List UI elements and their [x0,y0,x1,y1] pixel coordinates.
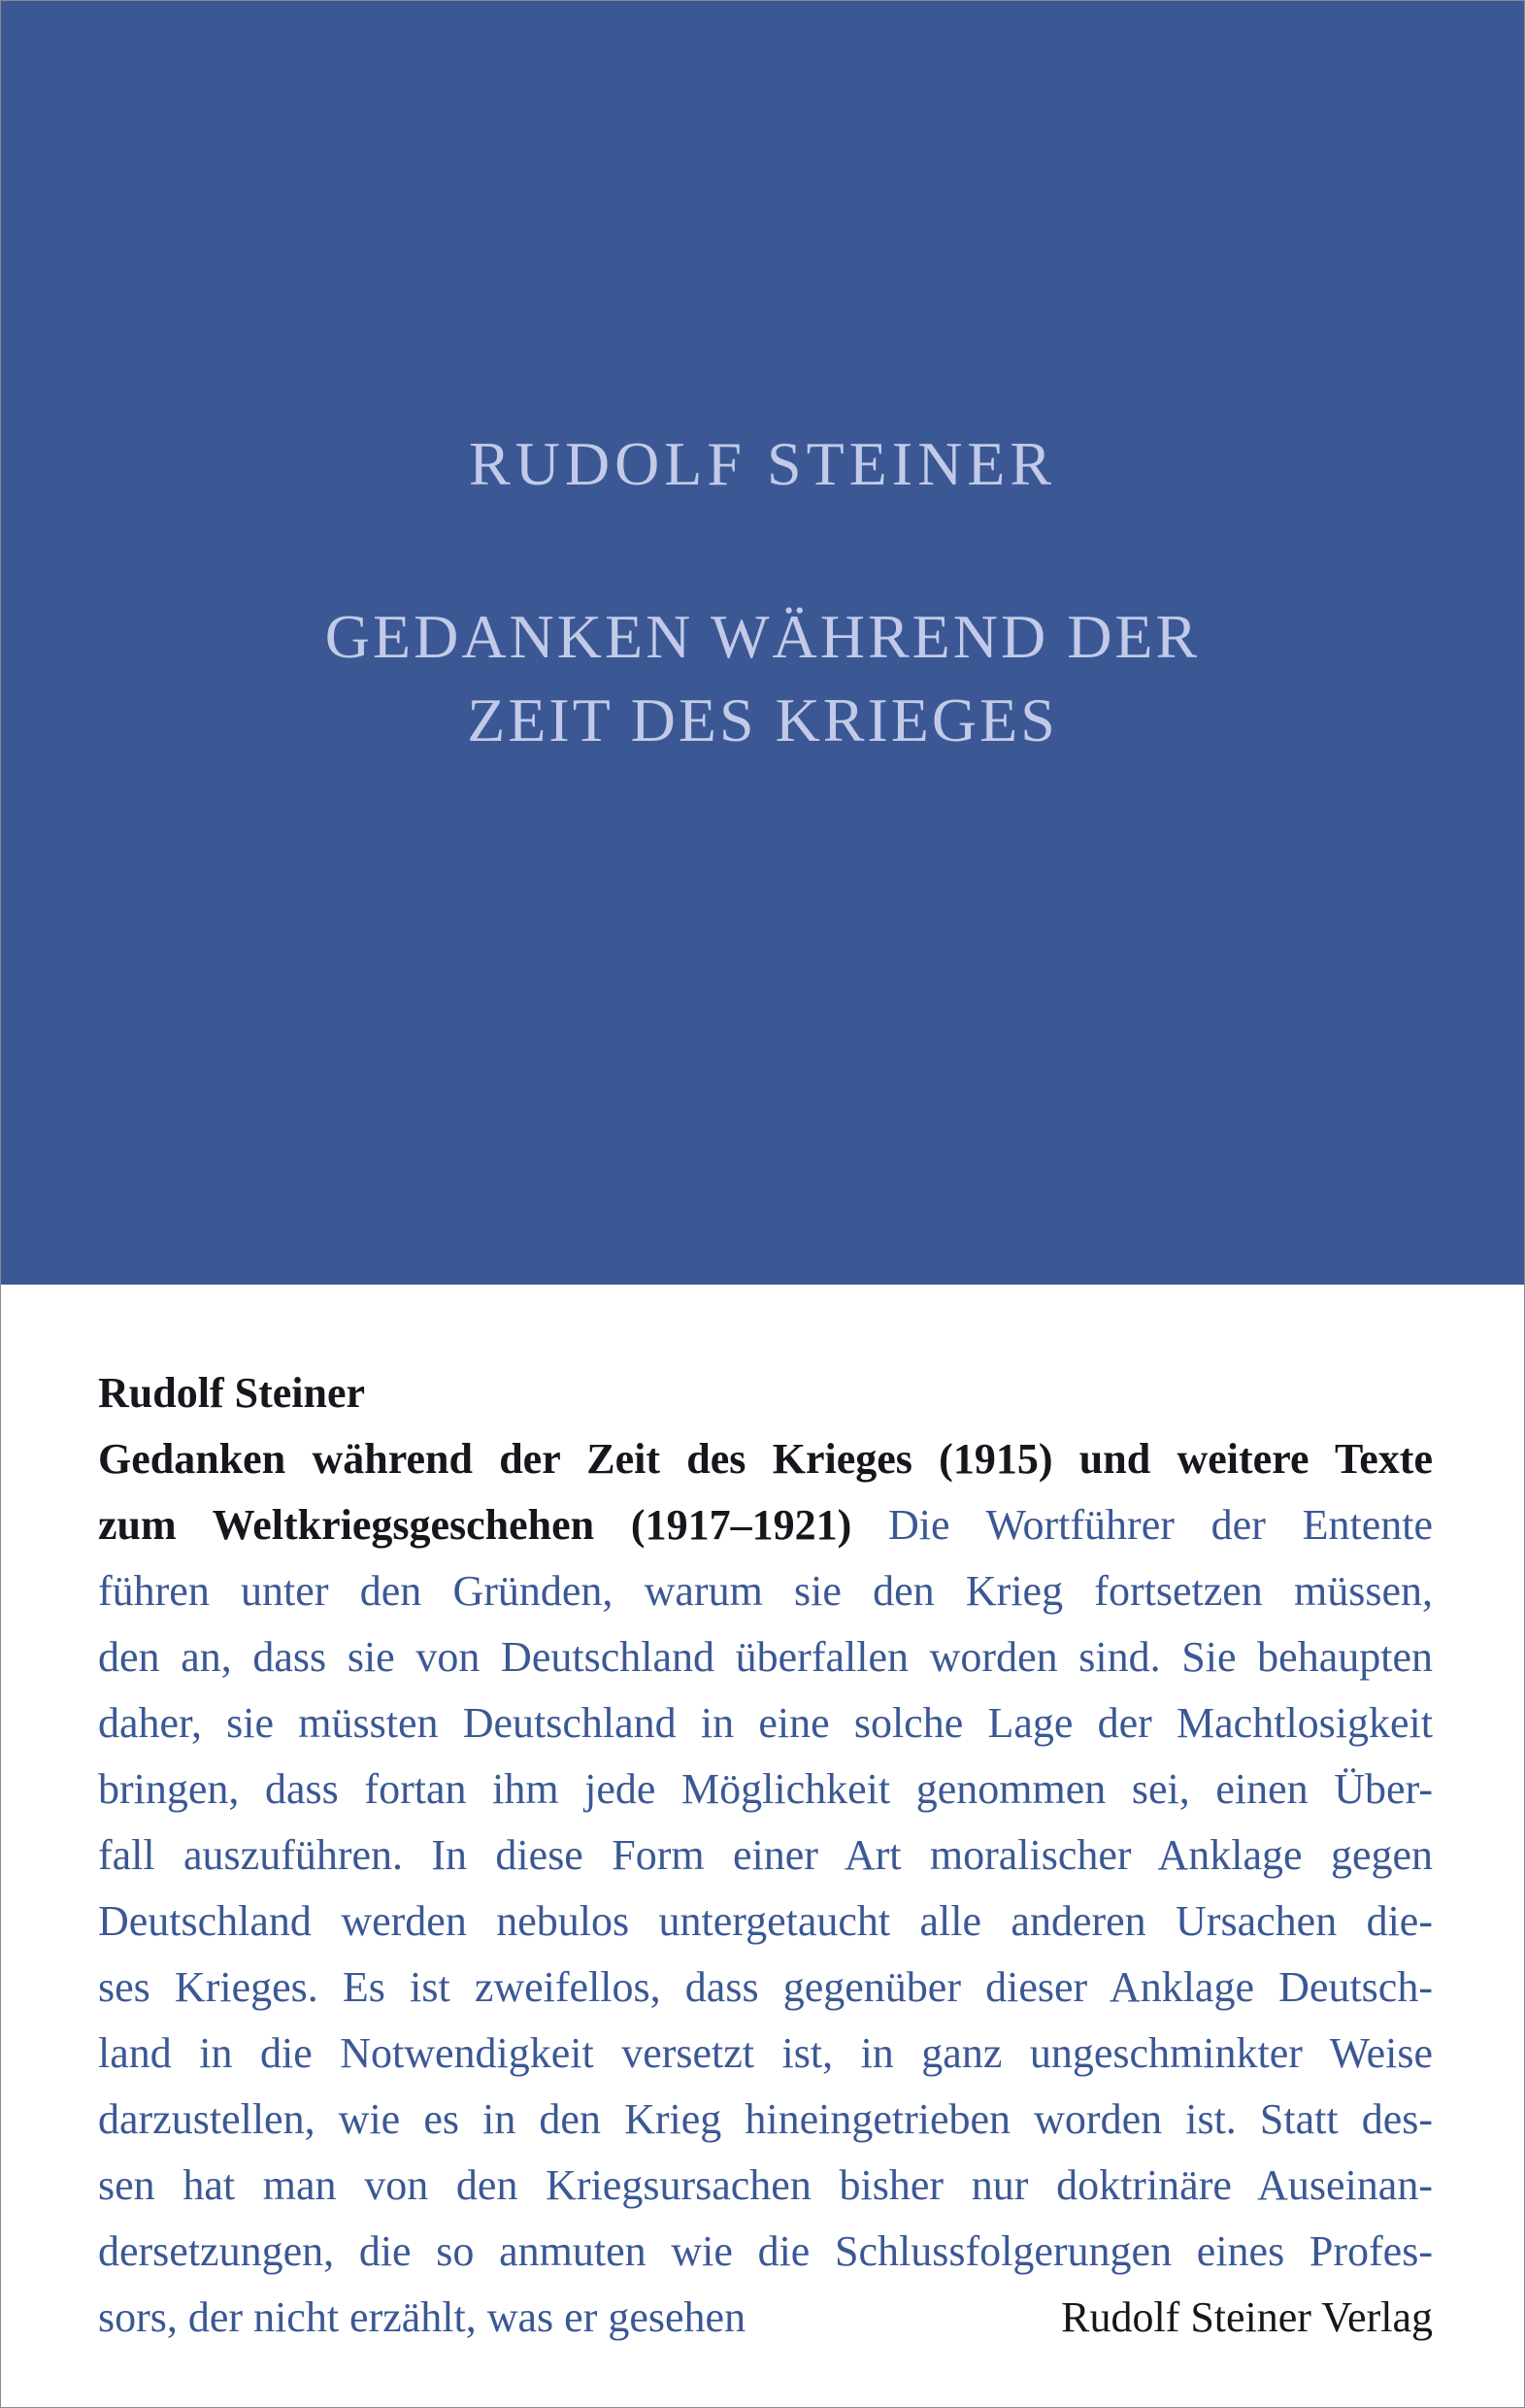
blurb-line-13: sors, der nicht erzählt, was er gesehen [98,2293,746,2341]
cover-color-panel [1,1,1524,1285]
front-title-line-2: ZEIT DES KRIEGES [467,686,1058,754]
blurb-line-2: führen unter den Gründen, warum sie den Krieg fortsetzen müssen, [98,1567,1433,1615]
back-title-line-1: Gedanken während der Zeit des Krieges (1915) und weitere Texte [98,1435,1433,1483]
back-title-line-2: zum Weltkriegsgeschehen (1917–1921) [98,1501,852,1549]
last-line [98,2285,1433,2351]
front-author: RUDOLF STEINER [468,429,1057,498]
back-text-block [98,1360,1433,2351]
blurb-line-9: land in die Notwendigkeit versetzt ist, in ganz ungeschminkter Weise [98,2029,1433,2077]
blurb-line-11: sen hat man von den Kriegsursachen bisher nur doktrinäre Auseinan- [98,2161,1433,2209]
blurb-line-6: fall auszuführen. In diese Form einer Art moralischer Anklage gegen [98,1831,1433,1879]
front-title [1,595,1524,762]
blurb-line-8: ses Krieges. Es ist zweifellos, dass gegenüber dieser Anklage Deutsch- [98,1963,1433,2011]
blurb-line-1: Die Wortführer der Entente [888,1501,1434,1549]
blurb-line-5: bringen, dass fortan ihm jede Möglichkeit genommen sei, einen Über- [98,1765,1433,1813]
blurb-line-10: darzustellen, wie es in den Krieg hineingetrieben worden ist. Statt des- [98,2095,1433,2143]
blurb-line-3: den an, dass sie von Deutschland überfallen worden sind. Sie behaupten [98,1633,1433,1681]
publisher-name: Rudolf Steiner Verlag [1061,2293,1433,2341]
blurb-line-4: daher, sie müssten Deutschland in eine solche Lage der Machtlosigkeit [98,1699,1433,1747]
back-author: Rudolf Steiner [98,1369,365,1417]
blurb-line-12: dersetzungen, die so anmuten wie die Schlussfolgerungen eines Profes- [98,2227,1433,2275]
blurb-line-7: Deutschland werden nebulos untergetaucht alle anderen Ursachen die- [98,1897,1433,1945]
back-title-and-blurb-start [98,1492,1433,1558]
front-title-line-1: GEDANKEN WÄHREND DER [324,602,1201,671]
